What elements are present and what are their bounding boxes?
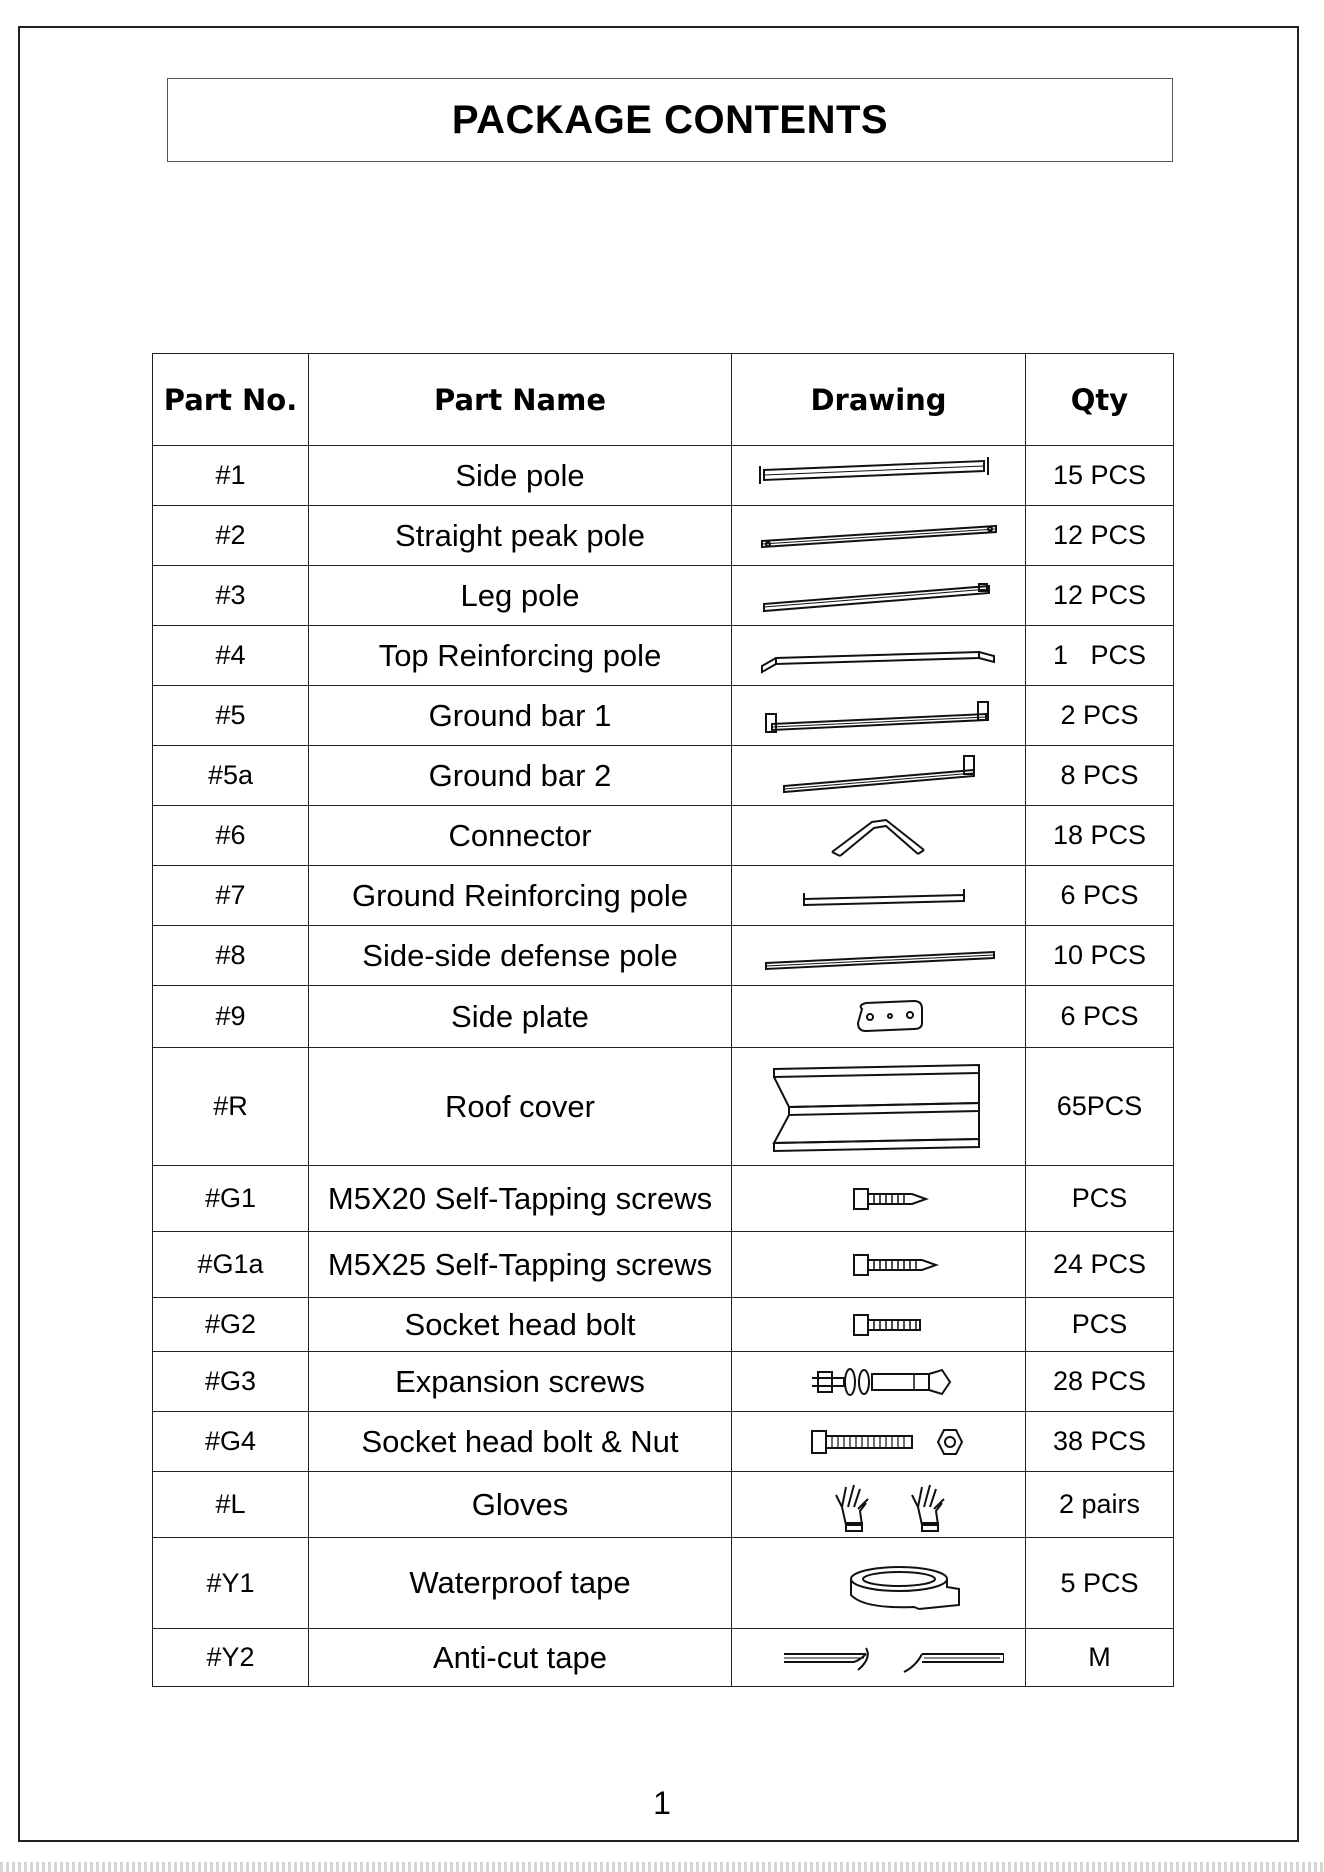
part-number: #6 xyxy=(153,806,309,866)
self-tapping-screw-long-icon xyxy=(732,1247,1025,1283)
part-name: Socket head bolt & Nut xyxy=(309,1412,732,1472)
parts-table xyxy=(152,353,1174,1687)
part-number: #G1 xyxy=(153,1166,309,1232)
part-qty: 6 PCS xyxy=(1026,986,1174,1048)
part-qty: 1 PCS xyxy=(1026,626,1174,686)
table-row xyxy=(153,1048,1174,1166)
expansion-screw-icon xyxy=(732,1362,1025,1402)
side-pole-icon xyxy=(732,456,1025,496)
part-name: Expansion screws xyxy=(309,1352,732,1412)
header-part-no: Part No. xyxy=(153,354,309,446)
part-number: #R xyxy=(153,1048,309,1166)
part-qty: 65PCS xyxy=(1026,1048,1174,1166)
part-name: Leg pole xyxy=(309,566,732,626)
part-number: #G4 xyxy=(153,1412,309,1472)
table-row xyxy=(153,1352,1174,1412)
part-name: Ground Reinforcing pole xyxy=(309,866,732,926)
table-row xyxy=(153,746,1174,806)
table-row xyxy=(153,1166,1174,1232)
part-number: #3 xyxy=(153,566,309,626)
part-drawing xyxy=(732,566,1026,626)
part-name: Ground bar 1 xyxy=(309,686,732,746)
part-qty: 18 PCS xyxy=(1026,806,1174,866)
part-number: #G3 xyxy=(153,1352,309,1412)
part-number: #G1a xyxy=(153,1232,309,1298)
table-row xyxy=(153,566,1174,626)
top-reinforcing-pole-icon xyxy=(732,636,1025,676)
part-name: Anti-cut tape xyxy=(309,1629,732,1687)
table-row xyxy=(153,1232,1174,1298)
part-qty: 2 PCS xyxy=(1026,686,1174,746)
side-defense-pole-icon xyxy=(732,938,1025,974)
part-qty: 28 PCS xyxy=(1026,1352,1174,1412)
part-number: #G2 xyxy=(153,1298,309,1352)
part-name: M5X20 Self-Tapping screws xyxy=(309,1166,732,1232)
part-name: Side pole xyxy=(309,446,732,506)
part-drawing xyxy=(732,1412,1026,1472)
part-drawing xyxy=(732,866,1026,926)
part-name: Connector xyxy=(309,806,732,866)
part-number: #2 xyxy=(153,506,309,566)
part-qty: 5 PCS xyxy=(1026,1538,1174,1629)
part-name: Ground bar 2 xyxy=(309,746,732,806)
socket-head-bolt-icon xyxy=(732,1309,1025,1341)
table-header-row xyxy=(153,354,1174,446)
part-qty: 12 PCS xyxy=(1026,506,1174,566)
part-drawing xyxy=(732,1629,1026,1687)
part-qty: 10 PCS xyxy=(1026,926,1174,986)
part-drawing xyxy=(732,446,1026,506)
connector-icon xyxy=(732,812,1025,860)
part-drawing xyxy=(732,1166,1026,1232)
part-number: #Y1 xyxy=(153,1538,309,1629)
ground-reinforcing-pole-icon xyxy=(732,881,1025,911)
straight-peak-pole-icon xyxy=(732,516,1025,556)
part-number: #4 xyxy=(153,626,309,686)
table-row xyxy=(153,926,1174,986)
part-drawing xyxy=(732,806,1026,866)
side-plate-icon xyxy=(732,995,1025,1039)
self-tapping-screw-icon xyxy=(732,1181,1025,1217)
title-box xyxy=(167,78,1173,162)
part-name: Waterproof tape xyxy=(309,1538,732,1629)
header-part-name: Part Name xyxy=(309,354,732,446)
header-drawing: Drawing xyxy=(732,354,1026,446)
part-number: #1 xyxy=(153,446,309,506)
leg-pole-icon xyxy=(732,576,1025,616)
roof-cover-icon xyxy=(732,1057,1025,1157)
gloves-icon xyxy=(732,1477,1025,1533)
part-number: #5a xyxy=(153,746,309,806)
part-name: Top Reinforcing pole xyxy=(309,626,732,686)
part-qty: 38 PCS xyxy=(1026,1412,1174,1472)
part-number: #5 xyxy=(153,686,309,746)
page-number: 1 xyxy=(653,1785,671,1821)
part-qty: 24 PCS xyxy=(1026,1232,1174,1298)
table-row xyxy=(153,1298,1174,1352)
part-name: Socket head bolt xyxy=(309,1298,732,1352)
part-qty: 6 PCS xyxy=(1026,866,1174,926)
waterproof-tape-icon xyxy=(732,1543,1025,1623)
table-row xyxy=(153,626,1174,686)
part-qty: 2 pairs xyxy=(1026,1472,1174,1538)
part-drawing xyxy=(732,926,1026,986)
part-name: Side-side defense pole xyxy=(309,926,732,986)
page-title: PACKAGE CONTENTS xyxy=(451,97,889,142)
ground-bar-2-icon xyxy=(732,752,1025,800)
part-drawing xyxy=(732,1232,1026,1298)
part-drawing xyxy=(732,686,1026,746)
ground-bar-1-icon xyxy=(732,694,1025,738)
table-row xyxy=(153,1538,1174,1629)
part-drawing xyxy=(732,626,1026,686)
part-qty: 15 PCS xyxy=(1026,446,1174,506)
part-number: #L xyxy=(153,1472,309,1538)
table-row xyxy=(153,986,1174,1048)
table-row xyxy=(153,506,1174,566)
table-row xyxy=(153,446,1174,506)
part-drawing xyxy=(732,746,1026,806)
part-drawing xyxy=(732,506,1026,566)
part-name: Side plate xyxy=(309,986,732,1048)
part-number: #Y2 xyxy=(153,1629,309,1687)
part-qty: PCS xyxy=(1026,1298,1174,1352)
part-drawing xyxy=(732,1472,1026,1538)
part-qty: M xyxy=(1026,1629,1174,1687)
part-drawing xyxy=(732,1352,1026,1412)
part-drawing xyxy=(732,1538,1026,1629)
table-row xyxy=(153,1629,1174,1687)
part-name: Straight peak pole xyxy=(309,506,732,566)
part-name: Gloves xyxy=(309,1472,732,1538)
part-name: M5X25 Self-Tapping screws xyxy=(309,1232,732,1298)
part-drawing xyxy=(732,986,1026,1048)
header-qty: Qty xyxy=(1026,354,1174,446)
scan-edge xyxy=(0,1862,1324,1872)
part-drawing xyxy=(732,1048,1026,1166)
part-number: #9 xyxy=(153,986,309,1048)
table-row xyxy=(153,866,1174,926)
part-name: Roof cover xyxy=(309,1048,732,1166)
part-number: #7 xyxy=(153,866,309,926)
table-row xyxy=(153,806,1174,866)
table-row xyxy=(153,686,1174,746)
table-row xyxy=(153,1412,1174,1472)
anti-cut-tape-icon xyxy=(732,1638,1025,1678)
table-row xyxy=(153,1472,1174,1538)
part-drawing xyxy=(732,1298,1026,1352)
part-qty: 8 PCS xyxy=(1026,746,1174,806)
part-qty: PCS xyxy=(1026,1166,1174,1232)
bolt-and-nut-icon xyxy=(732,1422,1025,1462)
part-number: #8 xyxy=(153,926,309,986)
part-qty: 12 PCS xyxy=(1026,566,1174,626)
